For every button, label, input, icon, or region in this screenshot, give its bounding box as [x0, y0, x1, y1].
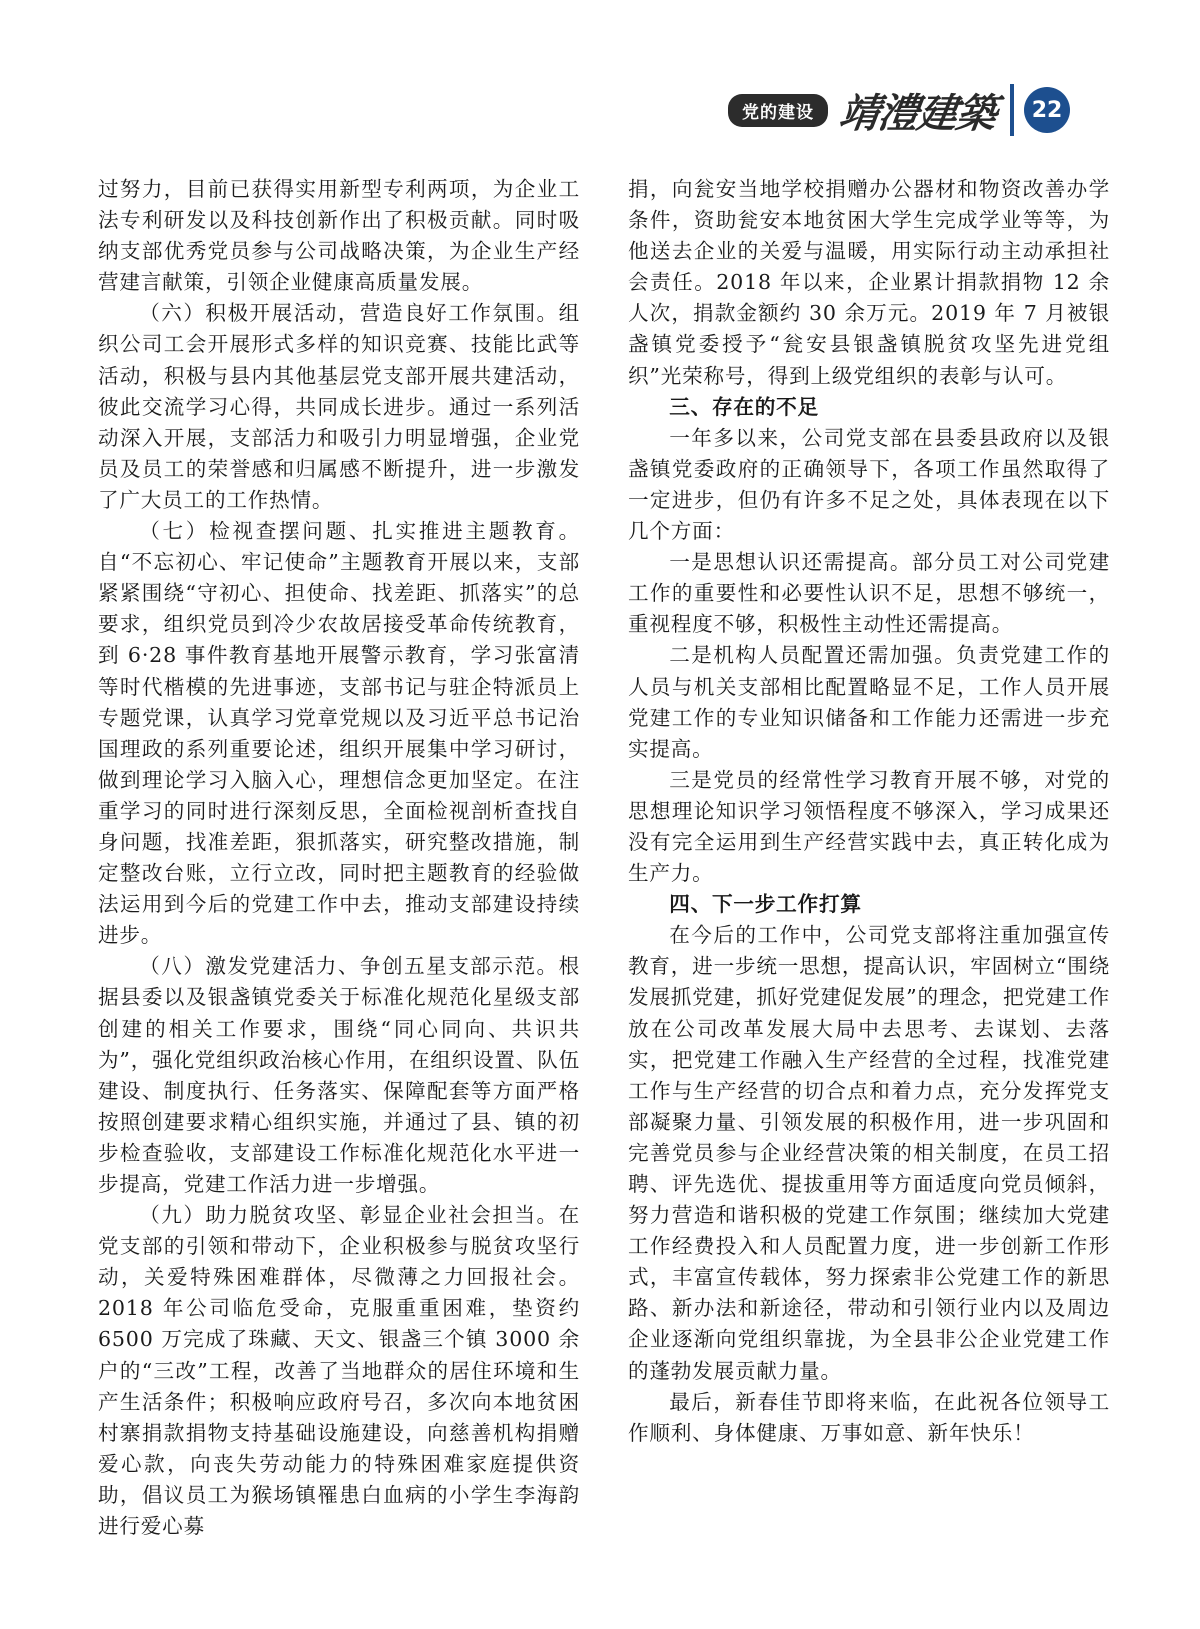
magazine-logo: 靖澧建築	[836, 89, 999, 137]
right-column	[628, 174, 1110, 1449]
section-tag: 党的建设	[728, 94, 828, 127]
paragraph: （九）助力脱贫攻坚、彰显企业社会担当。在党支部的引领和带动下，企业积极参与脱贫攻坚行动，关爱特殊困难群体，尽微薄之力回报社会。2018 年公司临危受命，克服重重困难，垫资约 6500 万完成了珠藏、天文、银盏三个镇 3000 余户的“三改”工程，改善了当地群众的居住环境和生产生活条件；积极响应政府号召，多次向本地贫困村寨捐款捐物支持基础设施建设，向慈善机构捐赠爱心款，向丧失劳动能力的特殊困难家庭提供资助，倡议员工为猴场镇罹患白血病的小学生李海韵进行爱心募	[98, 1203, 580, 1539]
paragraph: 在今后的工作中，公司党支部将注重加强宣传教育，进一步统一思想，提高认识，牢固树立“围绕发展抓党建，抓好党建促发展”的理念，把党建工作放在公司改革发展大局中去思考、去谋划、去落实，把党建工作融入生产经营的全过程，找准党建工作与生产经营的切合点和着力点，充分发挥党支部凝聚力量、引领发展的积极作用，进一步巩固和完善党员参与企业经营决策的相关制度，在员工招聘、评先选优、提拔重用等方面适度向党员倾斜，努力营造和谐积极的党建工作氛围；继续加大党建工作经费投入和人员配置力度，进一步创新工作形式，丰富宣传载体，努力探索非公党建工作的新思路、新办法和新途径，带动和引领行业内以及周边企业逐渐向党组织靠拢，为全县非公企业党建工作的蓬勃发展贡献力量。	[628, 923, 1110, 1383]
paragraph: 捐，向瓮安当地学校捐赠办公器材和物资改善办学条件，资助瓮安本地贫困大学生完成学业等等，为他送去企业的关爱与温暖，用实际行动主动承担社会责任。2018 年以来，企业累计捐款捐物 12 余人次，捐款金额约 30 余万元。2019 年 7 月被银盏镇党委授予“瓮安县银盏镇脱贫攻坚先进党组织”光荣称号，得到上级党组织的表彰与认可。	[628, 177, 1110, 388]
paragraph: （六）积极开展活动，营造良好工作氛围。组织公司工会开展形式多样的知识竞赛、技能比武等活动，积极与县内其他基层党支部开展共建活动，彼此交流学习心得，共同成长进步。通过一系列活动深入开展，支部活力和吸引力明显增强，企业党员及员工的荣誉感和归属感不断提升，进一步激发了广大员工的工作热情。	[98, 301, 580, 512]
paragraph: （八）激发党建活力、争创五星支部示范。根据县委以及银盏镇党委关于标准化规范化星级支部创建的相关工作要求，围绕“同心同向、共识共为”，强化党组织政治核心作用，在组织设置、队伍建设、制度执行、任务落实、保障配套等方面严格按照创建要求精心组织实施，并通过了县、镇的初步检查验收，支部建设工作标准化规范化水平进一步提高，党建工作活力进一步增强。	[98, 954, 580, 1196]
section-heading: 三、存在的不足	[669, 394, 819, 419]
paragraph: 最后，新春佳节即将来临，在此祝各位领导工作顺利、身体健康、万事如意、新年快乐！	[628, 1389, 1110, 1445]
paragraph: 二是机构人员配置还需加强。负责党建工作的人员与机关支部相比配置略显不足，工作人员开展党建工作的专业知识储备和工作能力还需进一步充实提高。	[628, 643, 1110, 761]
paragraph: 过努力，目前已获得实用新型专利两项，为企业工法专利研发以及科技创新作出了积极贡献。同时吸纳支部优秀党员参与公司战略决策，为企业生产经营建言献策，引领企业健康高质量发展。	[98, 177, 580, 295]
paragraph: 三是党员的经常性学习教育开展不够，对党的思想理论知识学习领悟程度不够深入，学习成果还没有完全运用到生产经营实践中去，真正转化成为生产力。	[628, 767, 1110, 886]
header-divider	[1010, 84, 1014, 136]
paragraph: 一是思想认识还需提高。部分员工对公司党建工作的重要性和必要性认识不足，思想不够统一，重视程度不够，积极性主动性还需提高。	[628, 550, 1110, 637]
left-column	[98, 174, 580, 1542]
section-heading: 四、下一步工作打算	[669, 892, 862, 917]
paragraph: 一年多以来，公司党支部在县委县政府以及银盏镇党委政府的正确领导下，各项工作虽然取得了一定进步，但仍有许多不足之处，具体表现在以下几个方面：	[628, 425, 1110, 544]
paragraph: （七）检视查摆问题、扎实推进主题教育。自“不忘初心、牢记使命”主题教育开展以来，支部紧紧围绕“守初心、担使命、找差距、抓落实”的总要求，组织党员到冷少农故居接受革命传统教育，到 6·28 事件教育基地开展警示教育，学习张富清等时代楷模的先进事迹，支部书记与驻企特派员上专题党课，认真学习党章党规以及习近平总书记治国理政的系列重要论述，组织开展集中学习研讨，做到理论学习入脑入心，理想信念更加坚定。在注重学习的同时进行深刻反思，全面检视剖析查找自身问题，找准差距，狠抓落实，研究整改措施，制定整改台账，立行立改，同时把主题教育的经验做法运用到今后的党建工作中去，推动支部建设持续进步。	[98, 519, 580, 948]
page-number: 22	[1024, 87, 1070, 133]
page-header	[728, 86, 1070, 137]
